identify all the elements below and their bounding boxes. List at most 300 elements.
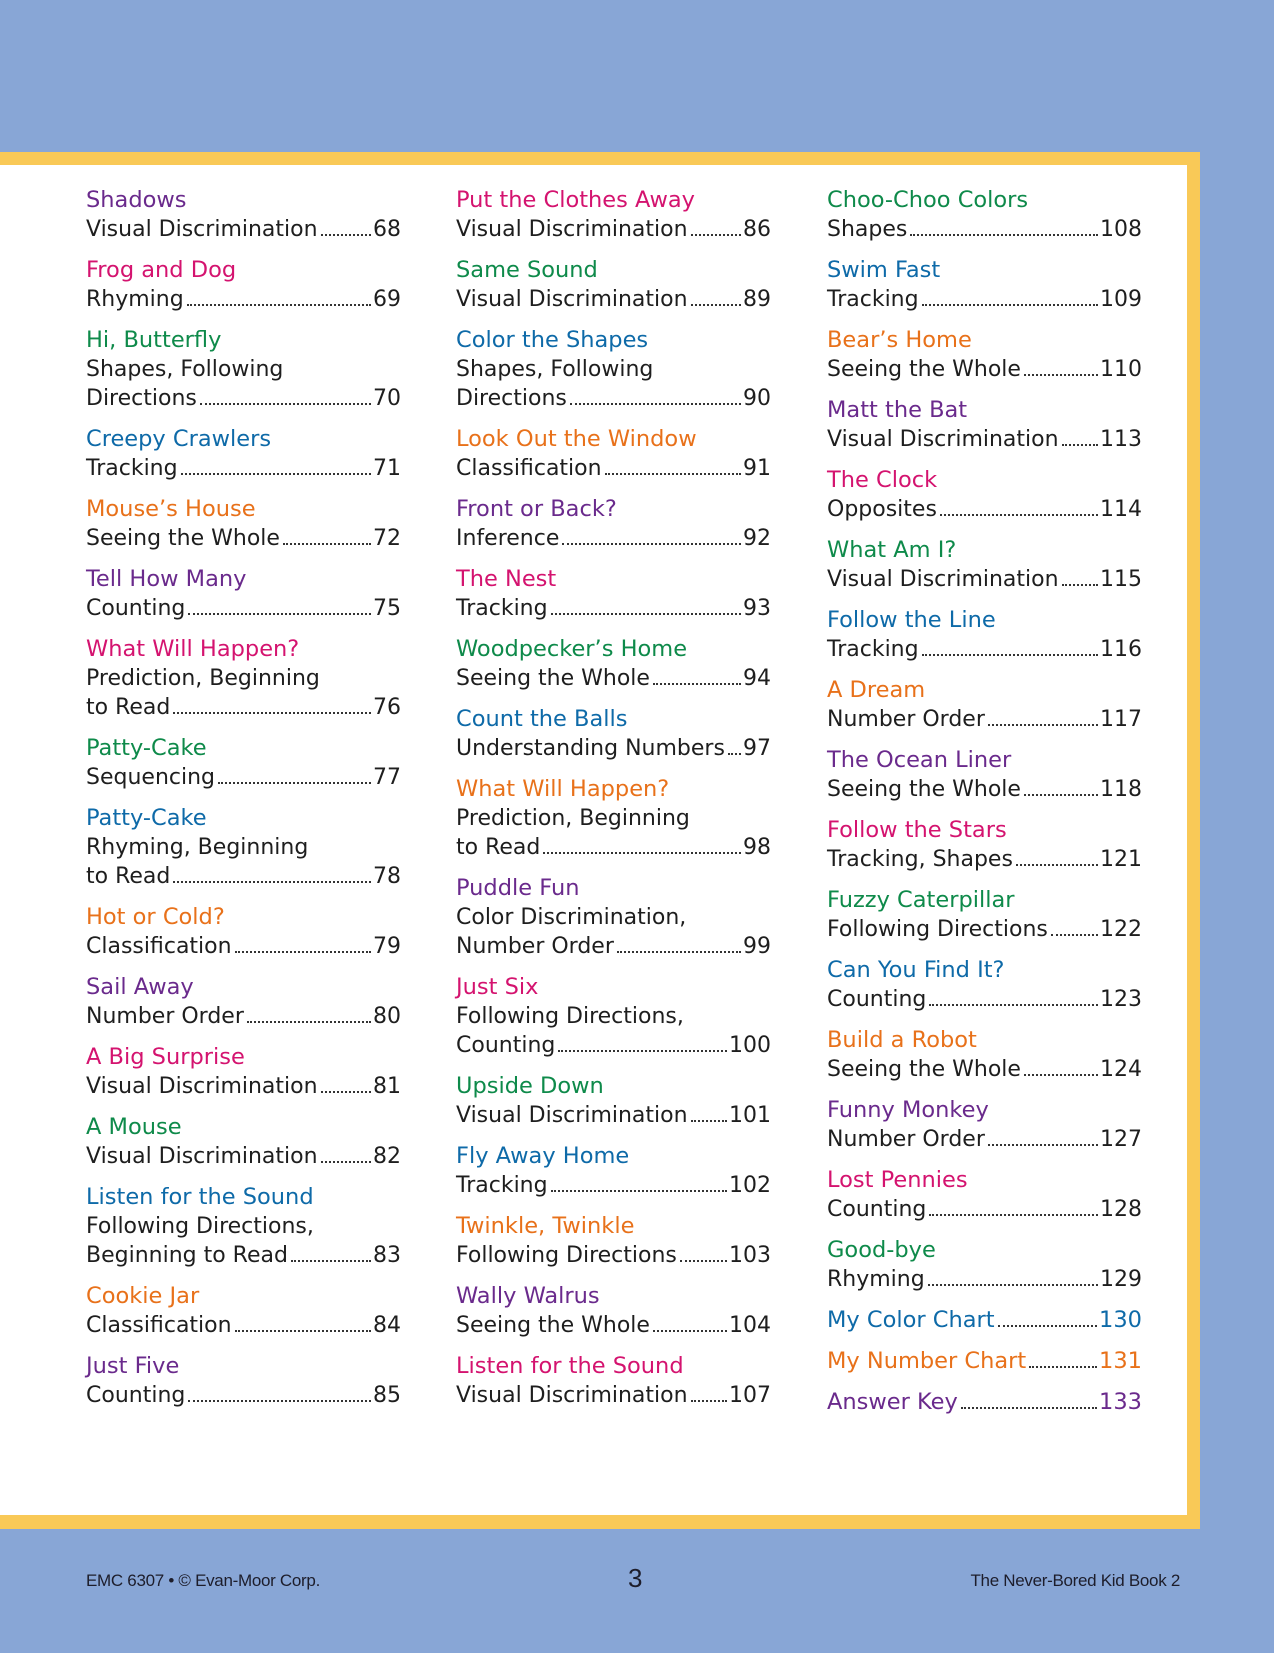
toc-skill-text: Counting [827, 987, 927, 1012]
dot-leader [1024, 794, 1098, 796]
toc-page-number: 110 [1100, 357, 1142, 382]
toc-page-number: 75 [373, 596, 401, 621]
toc-skill-text: Rhyming [86, 287, 184, 312]
toc-skill-text: Number Order [86, 1004, 244, 1029]
toc-entry-title[interactable]: Good-bye [827, 1237, 936, 1263]
toc-entry-title[interactable]: Can You Find It? [827, 957, 1005, 983]
toc-entry-skill [827, 1125, 1142, 1154]
toc-entry[interactable] [827, 676, 1142, 734]
toc-page-number: 94 [743, 666, 771, 691]
toc-entry[interactable] [456, 495, 771, 553]
toc-entry-title[interactable]: Just Five [86, 1353, 180, 1379]
contents-column-2 [456, 186, 771, 1410]
toc-entry-title[interactable]: A Big Surprise [86, 1044, 245, 1070]
toc-entry-title[interactable] [827, 1306, 1142, 1335]
toc-page-number: 99 [743, 934, 771, 959]
dot-leader [1051, 934, 1098, 936]
toc-skill-text: Beginning to Read [86, 1243, 288, 1268]
toc-page-number: 86 [743, 217, 771, 242]
toc-skill-text: Counting [456, 1033, 556, 1058]
toc-page-number: 122 [1100, 917, 1142, 942]
toc-entry[interactable] [827, 1347, 1142, 1376]
toc-entry-title[interactable]: Fly Away Home [456, 1143, 630, 1169]
toc-page-number: 109 [1100, 287, 1142, 312]
toc-entry-skill [456, 454, 771, 483]
toc-entry[interactable] [86, 734, 401, 792]
toc-skill-text: Counting [86, 1383, 186, 1408]
toc-entry-title[interactable]: Tell How Many [86, 566, 247, 592]
toc-entry[interactable] [86, 1183, 401, 1270]
toc-entry-title[interactable]: Wally Walrus [456, 1283, 600, 1309]
toc-page-number: 101 [729, 1103, 771, 1128]
toc-entry[interactable] [456, 1282, 771, 1340]
toc-entry[interactable] [456, 1142, 771, 1200]
toc-entry[interactable] [456, 705, 771, 763]
dot-leader [321, 1161, 371, 1163]
toc-entry-title[interactable]: Same Sound [456, 257, 598, 283]
toc-page-number: 115 [1100, 567, 1142, 592]
toc-skill-text: Visual Discrimination [827, 427, 1059, 452]
toc-entry-title[interactable]: Twinkle, Twinkle [456, 1213, 635, 1239]
toc-entry-skill [456, 594, 771, 623]
toc-entry[interactable] [827, 816, 1142, 874]
toc-skill-text: Tracking [827, 287, 919, 312]
toc-skill-text: Understanding Numbers [456, 736, 725, 761]
toc-page-number: 102 [729, 1173, 771, 1198]
toc-page-number: 85 [373, 1383, 401, 1408]
dot-leader [728, 753, 741, 755]
yellow-frame [0, 152, 1200, 1529]
dot-leader [570, 403, 741, 405]
dot-leader [691, 1120, 727, 1122]
toc-skill-text: Visual Discrimination [456, 217, 688, 242]
toc-skill-text: Number Order [827, 1127, 985, 1152]
toc-entry[interactable] [86, 186, 401, 244]
toc-entry[interactable] [86, 973, 401, 1031]
toc-entry-title[interactable]: Patty-Cake [86, 805, 207, 831]
toc-entry-skill [86, 1002, 401, 1031]
dot-leader [961, 1407, 1097, 1409]
contents-panel [0, 165, 1187, 1515]
toc-page-number: 129 [1100, 1267, 1142, 1292]
toc-page-number: 81 [373, 1074, 401, 1099]
toc-skill-text: Rhyming, Beginning [86, 835, 309, 860]
toc-entry[interactable] [827, 1166, 1142, 1224]
toc-entry-skill [86, 763, 401, 792]
toc-page-number: 124 [1100, 1057, 1142, 1082]
toc-entry-title[interactable]: Listen for the Sound [86, 1184, 314, 1210]
toc-entry-skill [86, 1311, 401, 1340]
toc-page-number: 84 [373, 1313, 401, 1338]
toc-entry-skill [86, 1241, 401, 1270]
toc-entry[interactable] [827, 466, 1142, 524]
toc-skill-text: Visual Discrimination [456, 287, 688, 312]
toc-entry-skill [86, 862, 401, 891]
toc-entry-title[interactable]: The Clock [827, 467, 938, 493]
dot-leader [940, 514, 1098, 516]
toc-page-number: 113 [1100, 427, 1142, 452]
toc-entry-title[interactable]: What Will Happen? [86, 636, 300, 662]
toc-entry-title[interactable]: Bear’s Home [827, 327, 972, 353]
toc-page-number: 127 [1100, 1127, 1142, 1152]
toc-entry-skill [456, 1101, 771, 1130]
toc-entry-title[interactable]: Shadows [86, 187, 187, 213]
toc-entry-title[interactable]: Color the Shapes [456, 327, 649, 353]
dot-leader [218, 782, 371, 784]
toc-entry-title-text: My Color Chart [827, 1307, 995, 1333]
toc-entry[interactable] [827, 186, 1142, 244]
toc-entry-title[interactable]: Listen for the Sound [456, 1353, 684, 1379]
toc-entry[interactable] [827, 886, 1142, 944]
toc-entry-skill [86, 454, 401, 483]
footer-publisher: EMC 6307 • © Evan-Moor Corp. [86, 1571, 320, 1590]
toc-entry[interactable] [827, 1026, 1142, 1084]
toc-entry[interactable] [827, 1388, 1142, 1417]
page-number: 3 [628, 1563, 643, 1593]
dot-leader [283, 543, 371, 545]
toc-entry-title[interactable]: Creepy Crawlers [86, 426, 272, 452]
toc-entry-title[interactable]: Just Six [456, 974, 539, 1000]
toc-entry-skill [827, 1265, 1142, 1294]
toc-entry[interactable] [86, 1043, 401, 1101]
toc-entry-skill [86, 1381, 401, 1410]
toc-entry[interactable] [456, 775, 771, 862]
dot-leader [321, 1091, 371, 1093]
toc-entry-title[interactable]: Follow the Stars [827, 817, 1007, 843]
toc-entry[interactable] [86, 495, 401, 553]
dot-leader [910, 234, 1098, 236]
toc-entry-skill [827, 635, 1142, 664]
dot-leader [988, 1144, 1098, 1146]
toc-entry[interactable] [456, 256, 771, 314]
dot-leader [1024, 374, 1098, 376]
toc-entry[interactable] [827, 956, 1142, 1014]
toc-page-number: 68 [373, 217, 401, 242]
toc-entry-skill [827, 425, 1142, 454]
toc-entry-skill [827, 355, 1142, 384]
dot-leader [200, 403, 371, 405]
toc-entry[interactable] [827, 746, 1142, 804]
toc-entry-title[interactable]: Count the Balls [456, 706, 628, 732]
toc-entry[interactable] [827, 536, 1142, 594]
toc-page-number: 92 [743, 526, 771, 551]
toc-page-number: 77 [373, 765, 401, 790]
toc-entry-skill [86, 664, 401, 693]
toc-entry-title[interactable]: Puddle Fun [456, 875, 580, 901]
toc-entry-skill [456, 932, 771, 961]
toc-entry-skill [456, 1031, 771, 1060]
dot-leader [922, 654, 1098, 656]
dot-leader [922, 304, 1098, 306]
toc-entry-skill [456, 664, 771, 693]
toc-entry-title[interactable]: Front or Back? [456, 496, 617, 522]
contents-column-1 [86, 186, 401, 1410]
toc-page-number: 128 [1100, 1197, 1142, 1222]
toc-entry-skill [827, 915, 1142, 944]
toc-entry-skill [86, 215, 401, 244]
toc-entry-skill [86, 594, 401, 623]
toc-page-number: 76 [373, 695, 401, 720]
toc-skill-text: Following Directions, [456, 1004, 684, 1029]
toc-skill-text: Directions [86, 386, 197, 411]
toc-entry-skill [86, 1212, 401, 1241]
toc-entry-title[interactable]: Lost Pennies [827, 1167, 968, 1193]
toc-entry-skill [86, 285, 401, 314]
toc-entry-skill [456, 285, 771, 314]
toc-page-number: 107 [729, 1383, 771, 1408]
toc-page-number: 131 [1099, 1348, 1142, 1374]
toc-skill-text: Inference [456, 526, 560, 551]
dot-leader [1016, 864, 1098, 866]
toc-entry-title[interactable] [827, 1388, 1142, 1417]
toc-entry[interactable] [86, 1282, 401, 1340]
toc-entry-title[interactable]: Woodpecker’s Home [456, 636, 688, 662]
toc-skill-text: Seeing the Whole [456, 1313, 650, 1338]
page-footer [0, 1563, 1274, 1603]
toc-entry[interactable] [86, 635, 401, 722]
toc-entry[interactable] [456, 186, 771, 244]
toc-entry[interactable] [456, 1072, 771, 1130]
toc-page-number: 121 [1100, 847, 1142, 872]
toc-skill-text: Classification [86, 1313, 232, 1338]
toc-skill-text: Tracking, Shapes [827, 847, 1013, 872]
dot-leader [543, 852, 741, 854]
toc-page-number: 80 [373, 1004, 401, 1029]
toc-entry-title-text: Answer Key [827, 1389, 958, 1415]
toc-page-number: 90 [743, 386, 771, 411]
toc-entry-skill [86, 1142, 401, 1171]
dot-leader [181, 473, 371, 475]
toc-skill-text: Seeing the Whole [827, 1057, 1021, 1082]
toc-skill-text: Classification [86, 934, 232, 959]
dot-leader [291, 1260, 371, 1262]
toc-skill-text: Shapes [827, 217, 908, 242]
toc-entry-title[interactable]: The Ocean Liner [827, 747, 1012, 773]
toc-skill-text: Visual Discrimination [827, 567, 1059, 592]
dot-leader [928, 1284, 1098, 1286]
toc-page-number: 91 [743, 456, 771, 481]
toc-entry-skill [827, 565, 1142, 594]
dot-leader [1024, 1074, 1098, 1076]
toc-entry[interactable] [456, 1212, 771, 1270]
toc-entry-title[interactable]: Swim Fast [827, 257, 941, 283]
toc-skill-text: Visual Discrimination [456, 1103, 688, 1128]
dot-leader [187, 304, 371, 306]
toc-entry[interactable] [456, 973, 771, 1060]
toc-page-number: 70 [373, 386, 401, 411]
toc-entry-title[interactable]: Upside Down [456, 1073, 604, 1099]
toc-entry-title[interactable]: Mouse’s House [86, 496, 256, 522]
toc-entry-title[interactable]: Put the Clothes Away [456, 187, 695, 213]
dot-leader [653, 1330, 727, 1332]
toc-page-number: 72 [373, 526, 401, 551]
toc-skill-text: Following Directions [456, 1243, 677, 1268]
toc-entry-skill [456, 903, 771, 932]
toc-skill-text: Counting [86, 596, 186, 621]
toc-page-number: 103 [729, 1243, 771, 1268]
toc-entry[interactable] [86, 804, 401, 891]
dot-leader [998, 1325, 1097, 1327]
toc-skill-text: Sequencing [86, 765, 216, 790]
dot-leader [551, 1190, 727, 1192]
toc-entry[interactable] [827, 1306, 1142, 1335]
toc-skill-text: Visual Discrimination [86, 1074, 318, 1099]
toc-entry-skill [456, 1002, 771, 1031]
dot-leader [173, 712, 371, 714]
toc-entry-skill [86, 384, 401, 413]
toc-entry-title[interactable]: Look Out the Window [456, 426, 697, 452]
toc-skill-text: Shapes, Following [456, 357, 654, 382]
toc-entry-skill [456, 355, 771, 384]
dot-leader [1029, 1366, 1097, 1368]
dot-leader [321, 234, 371, 236]
toc-page-number: 117 [1100, 707, 1142, 732]
toc-entry-skill [827, 845, 1142, 874]
dot-leader [691, 234, 741, 236]
toc-skill-text: Seeing the Whole [86, 526, 280, 551]
contents-column-3 [827, 186, 1142, 1417]
toc-page-number: 83 [373, 1243, 401, 1268]
toc-entry-title[interactable]: A Mouse [86, 1114, 182, 1140]
toc-entry-title[interactable]: Matt the Bat [827, 397, 968, 423]
toc-entry[interactable] [86, 1113, 401, 1171]
dot-leader [1062, 444, 1098, 446]
footer-book-title: The Never-Bored Kid Book 2 [970, 1571, 1180, 1590]
toc-entry-skill [827, 985, 1142, 1014]
dot-leader [562, 543, 741, 545]
toc-entry-title[interactable]: Frog and Dog [86, 257, 237, 283]
toc-skill-text: Visual Discrimination [86, 217, 318, 242]
toc-entry-title[interactable]: What Am I? [827, 537, 957, 563]
dot-leader [691, 304, 741, 306]
toc-entry[interactable] [86, 565, 401, 623]
dot-leader [173, 881, 371, 883]
dot-leader [235, 1330, 371, 1332]
dot-leader [551, 613, 741, 615]
toc-page-number: 97 [743, 736, 771, 761]
toc-entry-skill [456, 734, 771, 763]
toc-entry-title[interactable]: The Nest [456, 566, 557, 592]
toc-entry-skill [827, 775, 1142, 804]
toc-entry[interactable] [456, 326, 771, 413]
toc-entry[interactable] [456, 565, 771, 623]
toc-entry[interactable] [827, 1236, 1142, 1294]
dot-leader [605, 473, 741, 475]
toc-page-number: 100 [729, 1033, 771, 1058]
toc-entry[interactable] [456, 1352, 771, 1410]
toc-entry-skill [456, 1241, 771, 1270]
toc-page-number: 130 [1099, 1307, 1142, 1333]
toc-entry-title[interactable]: Funny Monkey [827, 1097, 989, 1123]
toc-skill-text: Prediction, Beginning [456, 806, 690, 831]
toc-skill-text: to Read [86, 864, 171, 889]
toc-entry-skill [86, 524, 401, 553]
toc-entry-title[interactable] [827, 1347, 1142, 1376]
toc-entry-skill [456, 804, 771, 833]
toc-entry-title[interactable]: Hot or Cold? [86, 904, 225, 930]
toc-entry-skill [827, 215, 1142, 244]
dot-leader [558, 1050, 727, 1052]
toc-skill-text: Following Directions [827, 917, 1048, 942]
dot-leader [653, 683, 741, 685]
toc-page-number: 71 [373, 456, 401, 481]
toc-entry-skill [456, 1381, 771, 1410]
toc-skill-text: Number Order [827, 707, 985, 732]
toc-entry[interactable] [86, 326, 401, 413]
toc-entry[interactable] [827, 256, 1142, 314]
toc-entry[interactable] [456, 874, 771, 961]
toc-entry[interactable] [456, 635, 771, 693]
toc-skill-text: Opposites [827, 497, 937, 522]
toc-page-number: 118 [1100, 777, 1142, 802]
toc-page-number: 79 [373, 934, 401, 959]
toc-entry[interactable] [827, 326, 1142, 384]
toc-skill-text: Tracking [86, 456, 178, 481]
toc-entry-skill [456, 215, 771, 244]
toc-entry-skill [827, 1055, 1142, 1084]
toc-entry[interactable] [827, 606, 1142, 664]
toc-entry[interactable] [456, 425, 771, 483]
toc-entry[interactable] [86, 256, 401, 314]
toc-entry-title[interactable]: Build a Robot [827, 1027, 977, 1053]
toc-entry-title[interactable]: Sail Away [86, 974, 194, 1000]
toc-entry-skill [456, 384, 771, 413]
dot-leader [929, 1214, 1098, 1216]
toc-entry-title[interactable]: Cookie Jar [86, 1283, 200, 1309]
toc-entry-title[interactable]: Fuzzy Caterpillar [827, 887, 1015, 913]
dot-leader [247, 1021, 371, 1023]
toc-entry-skill [827, 705, 1142, 734]
toc-entry-title[interactable]: Hi, Butterfly [86, 327, 222, 353]
toc-page-number: 82 [373, 1144, 401, 1169]
toc-skill-text: Seeing the Whole [827, 357, 1021, 382]
toc-entry-title[interactable]: Choo-Choo Colors [827, 187, 1029, 213]
toc-entry-title[interactable]: What Will Happen? [456, 776, 670, 802]
toc-skill-text: Visual Discrimination [456, 1383, 688, 1408]
toc-page-number: 69 [373, 287, 401, 312]
toc-entry-skill [86, 932, 401, 961]
toc-page-number: 89 [743, 287, 771, 312]
dot-leader [988, 724, 1098, 726]
toc-entry-skill [456, 1311, 771, 1340]
toc-entry-skill [827, 285, 1142, 314]
toc-skill-text: Tracking [827, 637, 919, 662]
toc-skill-text: Visual Discrimination [86, 1144, 318, 1169]
dot-leader [691, 1400, 727, 1402]
toc-entry-title[interactable]: Follow the Line [827, 607, 996, 633]
toc-entry[interactable] [86, 1352, 401, 1410]
toc-entry[interactable] [827, 1096, 1142, 1154]
toc-entry[interactable] [86, 903, 401, 961]
toc-entry-skill [827, 495, 1142, 524]
toc-entry-title[interactable]: Patty-Cake [86, 735, 207, 761]
toc-page-number: 133 [1099, 1389, 1142, 1415]
toc-page-number: 98 [743, 835, 771, 860]
toc-entry-title[interactable]: A Dream [827, 677, 926, 703]
toc-entry-title-text: My Number Chart [827, 1348, 1027, 1374]
toc-skill-text: Seeing the Whole [456, 666, 650, 691]
toc-entry[interactable] [827, 396, 1142, 454]
toc-page-number: 114 [1100, 497, 1142, 522]
dot-leader [617, 951, 741, 953]
toc-page-number: 78 [373, 864, 401, 889]
dot-leader [929, 1004, 1098, 1006]
dot-leader [188, 1400, 371, 1402]
toc-skill-text: Prediction, Beginning [86, 666, 320, 691]
toc-skill-text: Shapes, Following [86, 357, 284, 382]
toc-entry[interactable] [86, 425, 401, 483]
toc-skill-text: Following Directions, [86, 1214, 314, 1239]
